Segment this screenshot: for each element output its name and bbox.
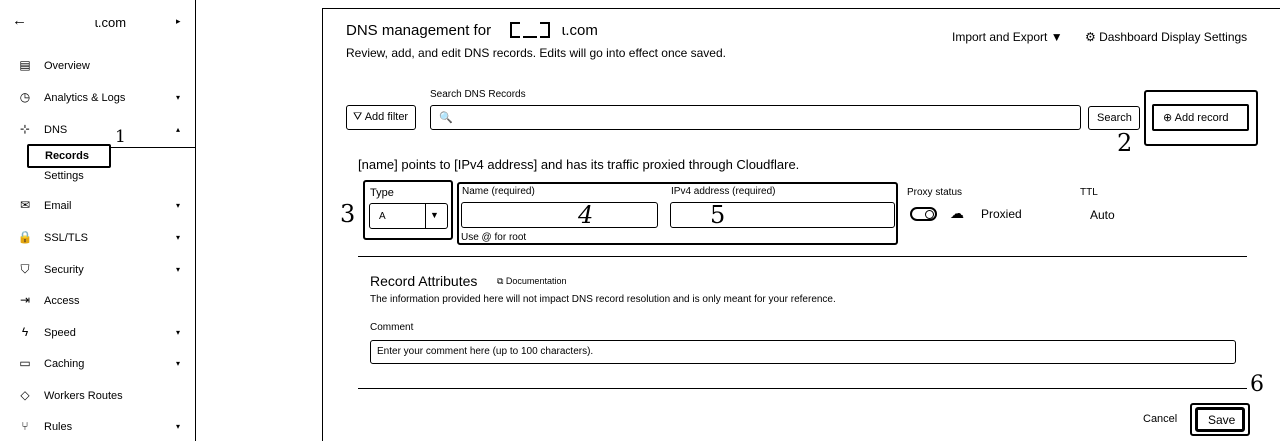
record-attributes-description: The information provided here will not impact DNS record resolution and is only meant for your reference. <box>370 294 836 305</box>
annotation-number: 4 <box>578 201 594 229</box>
page-title: DNS management for <box>346 22 492 39</box>
page-title-domain: ɩ.com <box>562 22 598 39</box>
caching-icon: ▭ <box>19 356 31 370</box>
sidebar-item-email[interactable] <box>0 194 196 218</box>
chevron-icon[interactable]: ▾ <box>176 359 181 368</box>
sidebar-header <box>0 0 196 44</box>
cloud-icon: ☁ <box>950 205 964 221</box>
type-value: A <box>379 211 386 222</box>
save-button[interactable] <box>1195 407 1245 432</box>
ttl-value[interactable]: Auto <box>1090 208 1115 222</box>
type-label: Type <box>370 187 394 199</box>
sidebar-item-security[interactable] <box>0 258 196 282</box>
comment-label: Comment <box>370 322 414 333</box>
proxy-toggle[interactable] <box>910 207 937 221</box>
chevron-icon[interactable]: ▾ <box>176 233 181 242</box>
chevron-icon[interactable]: ▾ <box>176 201 181 210</box>
search-icon: 🔍 <box>439 112 453 124</box>
page-description: Review, add, and edit DNS records. Edits will go into effect once saved. <box>346 46 726 60</box>
domain-selector[interactable]: ɩ.com <box>95 15 127 30</box>
sidebar-item-overview[interactable] <box>0 54 196 78</box>
sidebar-item-label: SSL/TLS <box>44 232 89 244</box>
ipv4-input[interactable] <box>670 202 895 228</box>
add-filter-label: ⛛ Add filter <box>353 111 409 123</box>
add-filter-button[interactable] <box>346 105 416 130</box>
chevron-icon[interactable]: ▾ <box>176 93 181 102</box>
sidebar-item-dns[interactable] <box>0 118 196 142</box>
add-record-label: ⊕ Add record <box>1163 112 1229 124</box>
arrow-left-icon[interactable]: ← <box>12 12 27 29</box>
sidebar-item-label: Rules <box>44 421 73 433</box>
ttl-label: TTL <box>1080 187 1098 198</box>
sidebar-item-ssl-tls[interactable] <box>0 226 196 250</box>
documentation-link[interactable]: ⧉ Documentation <box>497 276 567 286</box>
proxy-status-value: Proxied <box>981 207 1022 221</box>
annotation-number: 1 <box>115 127 126 147</box>
search-button-label: Search <box>1097 112 1132 124</box>
search-input[interactable] <box>430 105 1081 130</box>
divider <box>358 388 1247 389</box>
search-button[interactable] <box>1088 106 1140 130</box>
access-icon: ⇥ <box>19 293 31 307</box>
annotation-number: 5 <box>710 201 726 229</box>
sidebar-item-label: Access <box>44 295 80 307</box>
rules-icon: ⑂ <box>21 419 29 433</box>
dashboard-display-settings-button[interactable]: ⚙ Dashboard Display Settings <box>1085 30 1248 44</box>
cancel-button[interactable] <box>1136 410 1184 430</box>
sidebar-item-label: Speed <box>44 327 76 339</box>
bolt-icon: ϟ <box>21 325 29 339</box>
annotation-line <box>111 147 196 148</box>
chevron-icon[interactable]: ▴ <box>176 125 181 134</box>
sidebar <box>0 0 196 441</box>
save-label: Save <box>1208 413 1236 427</box>
sidebar-item-label: Records <box>45 150 90 162</box>
sidebar-item-rules[interactable] <box>0 415 196 439</box>
type-select[interactable] <box>369 203 448 229</box>
workers-icon: ◇ <box>20 388 30 402</box>
cancel-label: Cancel <box>1143 413 1178 425</box>
sidebar-item-caching[interactable] <box>0 352 196 376</box>
annotation-number: 2 <box>1117 129 1133 157</box>
import-export-dropdown[interactable]: Import and Export ▼ <box>952 30 1063 44</box>
sidebar-item-speed[interactable] <box>0 321 196 345</box>
clock-icon: ◷ <box>19 90 31 104</box>
lock-icon: 🔒 <box>17 230 33 244</box>
sidebar-item-label: Workers Routes <box>44 390 123 402</box>
proxy-status-label: Proxy status <box>907 187 963 198</box>
sidebar-item-workers-routes[interactable] <box>0 384 196 408</box>
shield-icon: ⛉ <box>20 262 30 276</box>
chevron-icon[interactable]: ▾ <box>176 328 181 337</box>
sidebar-item-label: DNS <box>44 124 68 136</box>
annotation-number: 6 <box>1250 372 1264 397</box>
search-label: Search DNS Records <box>430 89 526 100</box>
email-icon: ✉ <box>19 198 31 212</box>
comment-placeholder: Enter your comment here (up to 100 characters). <box>377 346 594 357</box>
name-label: Name (required) <box>462 186 535 197</box>
add-record-button[interactable] <box>1152 104 1249 131</box>
sidebar-item-label: Caching <box>44 358 85 370</box>
network-icon: ⊹ <box>19 122 31 136</box>
sidebar-item-label: Email <box>44 200 72 212</box>
sidebar-item-access[interactable] <box>0 289 196 313</box>
divider <box>358 256 1247 257</box>
annotation-number: 3 <box>340 200 356 228</box>
chevron-icon[interactable]: ▾ <box>176 265 181 274</box>
sidebar-item-settings[interactable]: Settings <box>44 170 84 182</box>
redaction-mask <box>510 22 554 40</box>
sidebar-item-label: Overview <box>44 60 90 72</box>
ipv4-label: IPv4 address (required) <box>671 186 776 197</box>
sidebar-item-records[interactable] <box>27 144 111 168</box>
record-attributes-title: Record Attributes <box>370 273 478 289</box>
chevron-icon[interactable]: ▾ <box>176 422 181 431</box>
sidebar-item-label: Security <box>44 264 84 276</box>
name-input[interactable] <box>461 202 658 228</box>
record-helper-text: [name] points to [IPv4 address] and has its traffic proxied through Cloudflare. <box>358 157 800 172</box>
chevron-right-icon[interactable]: ▸ <box>176 16 181 26</box>
chevron-down-icon: ▼ <box>430 210 439 220</box>
comment-input[interactable] <box>370 340 1236 364</box>
sidebar-item-label: Analytics & Logs <box>44 92 126 104</box>
name-hint: Use @ for root <box>461 232 527 243</box>
overview-icon: ▤ <box>19 58 31 72</box>
sidebar-item-analytics-logs[interactable] <box>0 86 196 110</box>
